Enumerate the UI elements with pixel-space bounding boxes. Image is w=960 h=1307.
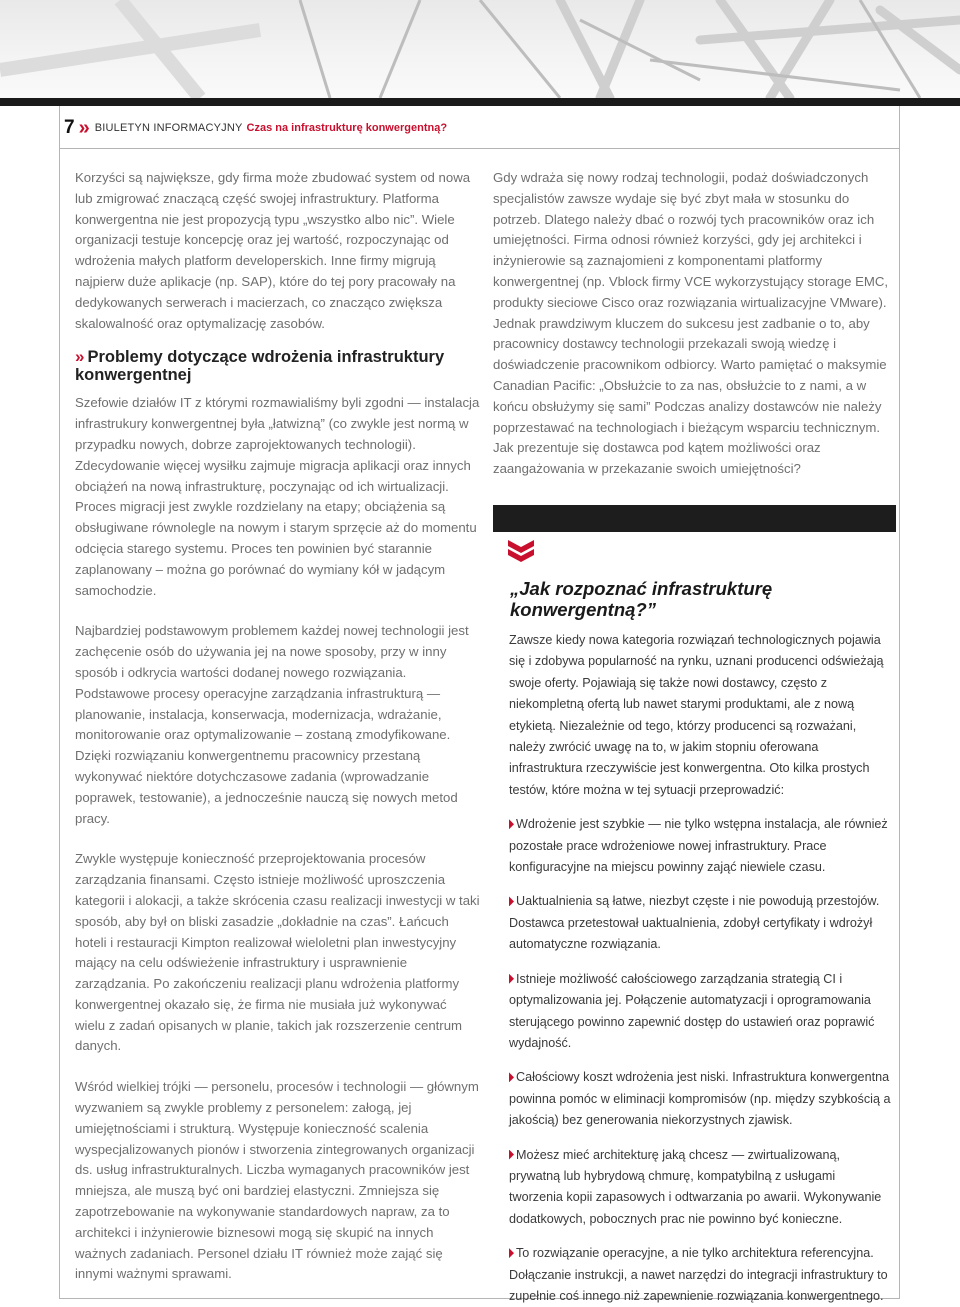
paragraph: Najbardziej podstawowym problemem każdej nowej technologii jest zachęcenie osób do używania jej na nowe sposoby, przy w inny sposób i odkrycia wartości dodanej nowego rozwiązania. Podstawowe procesy operacyjne zarządzania infrastrukturą — planowanie, instalacja, konserwacja, modernizacja, wdrażanie, monitorowanie oraz optymalizowanie – zostaną zmodyfikowane. Dzięki rozwiązaniu konwergentnemu pracownicy przestaną wykonywać niektóre dotychczasowe zadania (wprowadzanie poprawek, testowanie), a jednocześnie nauczą się nowych metod pracy. [75,623,469,826]
section-heading [75,348,480,384]
bullet-icon [509,974,514,984]
page-header [64,116,447,140]
bullet-item: Możesz mieć architekturę jaką chcesz — zwirtualizowaną, prywatną lub hybrydową chmurę, kompatybilną z usługami tworzenia kopii zapasowych i odtwarzania po awarii. Wykonywanie dodatkowych, pobocznych prac nie powinno być konieczne. [509,1147,882,1226]
chevron-down-icon [508,540,534,562]
bullet-item: Wdrożenie jest szybkie — nie tylko wstępna instalacja, ale również pozostałe prace wdrożeniowe nowej infrastruktury. Prace konfiguracyjne na miejscu powinny zająć niewiele czasu. [509,817,888,875]
sidebar-body [509,630,891,1307]
sidebar-header-bar [493,505,896,532]
bullet-item: Całościowy koszt wdrożenia jest niski. Infrastruktura konwergentna powinna pomóc w eliminacji kompromisów (np. między szybkością a jakością) bez generowania niekorzystnych zjawisk. [509,1070,891,1128]
bullet-icon [509,896,514,906]
sidebar-title: „Jak rozpoznać infrastrukturę konwergentną?” [510,578,773,620]
section-heading-text: Problemy dotyczące wdrożenia infrastruktury konwergentnej [75,348,445,385]
chevron-icon: » [75,347,83,367]
bullet-icon [509,1248,514,1258]
intro-paragraph: Korzyści są największe, gdy firma może zbudować system od nowa lub zmigrować znaczącą część swojej infrastruktury. Platforma konwergentna nie jest propozycją typu „wszystko albo nic”. Wiele organizacji testuje koncepcję oraz jej wartość, rozpoczynając od wdrożenia małych platform developerskich. Inne firmy migrują najpierw duże aplikacje (np. SAP), które do tej pory pracowały na dedykowanych serwerach i macierzach, co znacząco zwiększa skalowalność oraz optymalizację zasobów. [75,170,471,331]
paragraph: Zwykle występuje konieczność przeprojektowania procesów zarządzania finansami. Często istnieje możliwość uproszczenia kategorii i alokacji, a także skrócenia czasu realizacji inwestycji w taki sposób, aby był on bliski zasadzie „dokładnie na czas”. Łańcuch hoteli i restauracji Kimpton realizował wieloletni plan inwestycyjny mający na celu odświeżenie infrastruktury i usprawnienie zarządzania. Po zakończeniu realizacji planu wdrożenia platformy konwergentnej okazało się, że firma nie musiała już wykonywać wielu z zadań opisanych w planie, takich jak rozszerzenie centrum danych. [75,851,480,1054]
bullet-item: Uaktualnienia są łatwe, niezbyt częste i nie powodują przestojów. Dostawca przetestował uaktualnienia, zdobył certyfikaty i wdrożył automatyczne rozwiązania. [509,894,880,952]
steel-structure-image [0,0,960,98]
bulletin-title: Czas na infrastrukturę konwergentną? [246,122,448,134]
chevron-icon: » [78,116,88,139]
bullet-icon [509,1150,514,1160]
top-bar [0,98,960,106]
bullet-icon [509,819,514,829]
bullet-item: To rozwiązanie operacyjne, a nie tylko architektura referencyjna. Dołączanie instrukcji, a nawet narzędzi do integracji infrastruktury to zupełnie coś innego niż zapewnienie rozwiązania konwergentnego. [509,1246,888,1303]
paragraph: Gdy wdraża się nowy rodzaj technologii, podaż doświadczonych specjalistów zawsze wydaje się być zbyt mała w stosunku do potrzeb. Dlatego należy dbać o rozwój tych pracowników oraz ich umiejętności. Firma odnosi również korzyści, gdy jej architekci i inżynierowie są zaznajomieni z komponentami platformy konwergentnej (np. Vblock firmy VCE wykorzystujący storage EMC, produkty sieciowe Cisco oraz rozwiązania wirtualizacyjne VMware). Jednak prawdziwym kluczem do sukcesu jest zadbanie o to, aby pracownicy dostawcy technologii przekazali swoją wiedzę i doświadczenie pracownikom odbiorcy. Warto pamiętać o maksymie Canadian Pacific: „Obsłużcie to za nas, obsłużcie to z nami, a w końcu obsłużymy się sami” Podczas analizy dostawców nie należy poprzestawać na technologiach i bieżącym wsparciu technicznym. Jak prezentuje się dostawca pod kątem możliwości oraz zaangażowania w przekazanie swoich umiejętności? [493,170,889,477]
header-divider [59,148,900,149]
sidebar-intro: Zawsze kiedy nowa kategoria rozwiązań technologicznych pojawia się i zdobywa popularność na rynku, uznani producenci odświeżają swoje oferty. Pojawiają się także nowi dostawcy, często z niekompletną ofertą lub nawet starymi produktami, ale z nową etykietą. Niezależnie od tego, którzy producenci są rozważani, należy zwrócić uwagę na to, w jakim stopniu oferowana infrastruktura rzeczywiście jest konwergentna. Oto kilka prostych testów, które można w tej sytuacji przeprowadzić: [509,633,884,797]
page-number: 7 [64,117,75,138]
paragraph: Wśród wielkiej trójki — personelu, procesów i technologii — głównym wyzwaniem są zwykle problemy z personelem: załogą, jej umiejętnościami i strukturą. Występuje konieczność scalenia wyspecjalizowanych pionów i stworzenia zintegrowanych organizacji ds. usług infrastrukturalnych. Liczba wymaganych pracowników jest mniejsza, ale muszą być oni bardziej elastyczni. Zmniejsza się zapotrzebowanie na wykonywanie standardowych napraw, za to architekci i inżynierowie biznesowi mogą się skupić na innych ważnych zadaniach. Personel działu IT również może zająć się innymi ważnymi sprawami. [75,1079,479,1282]
left-column [75,168,480,1285]
bullet-icon [509,1072,514,1082]
right-column [493,168,893,480]
bulletin-label: BIULETYN INFORMACYJNY [94,122,243,134]
header-photo [0,0,960,98]
bullet-item: Istnieje możliwość całościowego zarządzania strategią CI i optymalizowania jej. Połączenie automatyzacji i oprogramowania sterującego powinno zapewnić dostęp do ustawień oraz poprawić wydajność. [509,971,875,1050]
paragraph: Szefowie działów IT z którymi rozmawialiśmy byli zgodni — instalacja infrastrukury konwergentnej była „łatwizną” (co zwykle jest normą w przypadku nowych, dobrze zaprojektowanych technologii). Zdecydowanie więcej wysiłku zajmuje migracja aplikacji oraz innych obciążeń na nową infrastrukturę, poczynając od ich wirtualizacji. Proces migracji jest zwykle rozdzielany na etapy; obciążenia są obsługiwane równolegle na nowym i starym sprzęcie aż do momentu odcięcia starego systemu. Proces ten powinien być starannie zaplanowany – można go porównać do wymiany kół w jadącym samochodzie. [75,395,480,598]
